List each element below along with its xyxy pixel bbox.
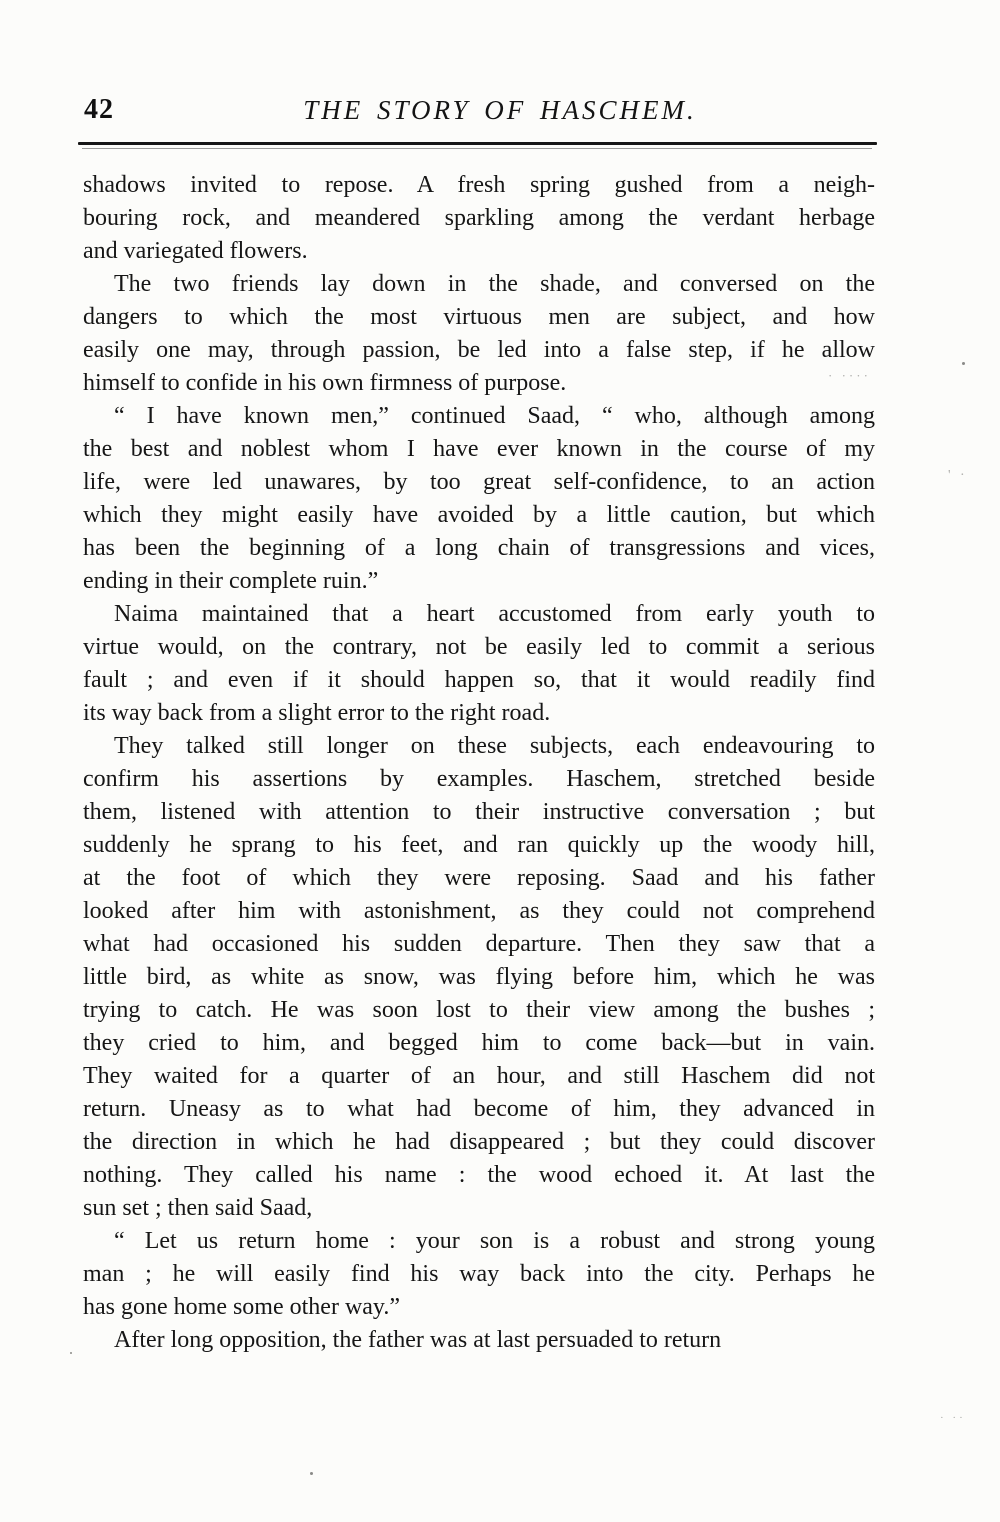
header-rule — [78, 142, 877, 145]
text-line: sun set ; then said Saad, — [83, 1195, 313, 1221]
text-line: They waited for a quarter of an hour, and still Haschem did not — [83, 1063, 875, 1089]
page-body — [83, 169, 875, 1357]
scan-artifact — [310, 1472, 313, 1475]
text-line: has gone home some other way.” — [83, 1294, 401, 1320]
text-line: shadows invited to repose. A fresh spring gushed from a neigh- — [83, 172, 875, 198]
text-line: nothing. They called his name : the wood echoed it. At last the — [83, 1162, 875, 1188]
text-line: man ; he will easily find his way back into the city. Perhaps he — [83, 1261, 875, 1287]
text-line: himself to confide in his own firmness of purpose. — [83, 370, 567, 396]
scan-artifact: ' · — [948, 468, 968, 483]
text-line: “ Let us return home : your son is a robust and strong young — [114, 1228, 875, 1254]
text-line: at the foot of which they were reposing. Saad and his father — [83, 865, 875, 891]
text-line: “ I have known men,” continued Saad, “ who, although among — [114, 403, 875, 429]
scan-artifact — [70, 1352, 72, 1354]
page-number: 42 — [84, 94, 114, 125]
text-line: has been the beginning of a long chain of transgressions and vices, — [83, 535, 875, 561]
text-line: confirm his assertions by examples. Haschem, stretched beside — [83, 766, 875, 792]
text-line: they cried to him, and begged him to come back—but in vain. — [83, 1030, 875, 1056]
text-line: They talked still longer on these subjects, each endeavouring to — [114, 733, 875, 759]
scan-artifact: · ···· — [828, 368, 871, 383]
text-line: which they might easily have avoided by a little caution, but which — [83, 502, 875, 528]
scan-artifact — [962, 362, 965, 365]
text-line: fault ; and even if it should happen so, that it would readily find — [83, 667, 875, 693]
text-line: Naima maintained that a heart accustomed from early youth to — [114, 601, 875, 627]
running-title: THE STORY OF HASCHEM. — [303, 95, 697, 125]
text-line: The two friends lay down in the shade, and conversed on the — [114, 271, 875, 297]
text-line: little bird, as white as snow, was flying before him, which he was — [83, 964, 875, 990]
text-line: the direction in which he had disappeared ; but they could discover — [83, 1129, 875, 1155]
text-line: trying to catch. He was soon lost to their view among the bushes ; — [83, 997, 875, 1023]
text-line: bouring rock, and meandered sparkling among the verdant herbage — [83, 205, 875, 231]
text-line: return. Uneasy as to what had become of him, they advanced in — [83, 1096, 875, 1122]
text-line: them, listened with attention to their instructive conversation ; but — [83, 799, 875, 825]
scan-artifact: · ·· — [940, 1412, 966, 1424]
text-line: life, were led unawares, by too great self-confidence, to an action — [83, 469, 875, 495]
text-line: dangers to which the most virtuous men are subject, and how — [83, 304, 875, 330]
text-line: suddenly he sprang to his feet, and ran quickly up the woody hill, — [83, 832, 875, 858]
text-line: easily one may, through passion, be led into a false step, if he allow — [83, 337, 875, 363]
text-line: virtue would, on the contrary, not be easily led to commit a serious — [83, 634, 875, 660]
text-line: the best and noblest whom I have ever known in the course of my — [83, 436, 875, 462]
text-line: ending in their complete ruin.” — [83, 568, 379, 594]
text-line: its way back from a slight error to the right road. — [83, 700, 551, 726]
header-rule-shadow — [82, 148, 872, 149]
text-line: After long opposition, the father was at last persuaded to return — [114, 1327, 722, 1353]
text-line: and variegated flowers. — [83, 238, 308, 264]
text-line: what had occasioned his sudden departure. Then they saw that a — [83, 931, 875, 957]
text-line: looked after him with astonishment, as they could not comprehend — [83, 898, 875, 924]
